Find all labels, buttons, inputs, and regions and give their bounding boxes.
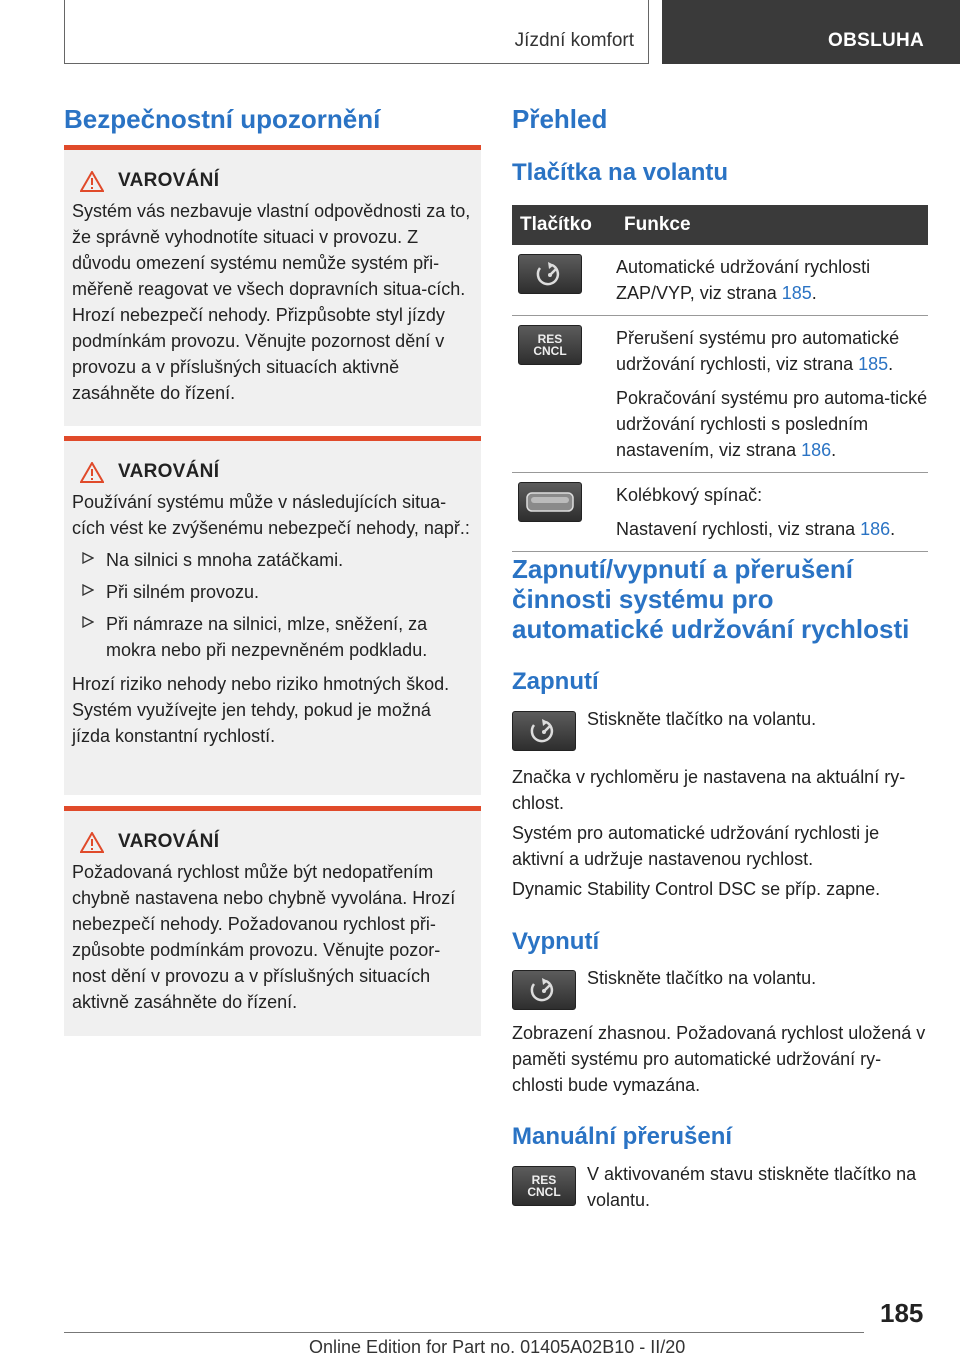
function-text: Kolébkový spínač: bbox=[616, 485, 763, 505]
rocker-switch-icon bbox=[518, 482, 582, 522]
warning-triangle-icon bbox=[80, 171, 104, 192]
header-cell: Tlačítko bbox=[512, 205, 616, 245]
section-title: Zapnutí/vypnutí a přerušení činnosti systému pro automatické udržování rychlosti bbox=[512, 554, 910, 644]
icon-cell bbox=[512, 245, 616, 316]
list-item bbox=[72, 579, 473, 605]
table-row bbox=[512, 473, 928, 552]
warning-text: Požadovaná rychlost může být nedopatřením chybně nastavena nebo chybně vyvolána. Hrozí nebezpečí nehody. Požadovanou rychlost při-způsobte podmínkám provozu. Věnujte pozor-nost dění v provozu a v příslušných situacích aktivně zasáhněte do řízení. bbox=[72, 862, 456, 1012]
warning-title bbox=[80, 461, 473, 483]
page-link[interactable]: 185 bbox=[781, 283, 812, 303]
list-item-text: Při námraze na silnici, mlze, sněžení, za mokra nebo při nezpevněném podkladu. bbox=[106, 614, 428, 660]
warning-label: VAROVÁNÍ bbox=[118, 831, 220, 852]
header-section-label: Jízdní komfort bbox=[514, 30, 634, 51]
table-header bbox=[512, 205, 928, 245]
warning-title bbox=[80, 831, 473, 853]
list-item bbox=[72, 611, 473, 663]
function-cell bbox=[616, 473, 928, 552]
off-instruction: Stiskněte tlačítko na volantu. bbox=[587, 968, 817, 988]
warning-box-3 bbox=[64, 806, 481, 1036]
cruise-control-icon bbox=[518, 254, 582, 294]
header-chapter bbox=[662, 0, 960, 64]
warning-label: VAROVÁNÍ bbox=[118, 461, 220, 482]
icon-cell bbox=[512, 473, 616, 552]
on-text-1: Značka v rychloměru je nastavena na aktuální ry-chlost. bbox=[512, 767, 906, 813]
warning-title bbox=[80, 170, 473, 192]
off-text-1: Zobrazení zhasnou. Požadovaná rychlost uložená v paměti systému pro automatické udržování ry-chlosti bude vymazána. bbox=[512, 1023, 926, 1095]
warning-list bbox=[72, 547, 473, 663]
list-item-text: Při silném provozu. bbox=[106, 582, 260, 602]
table-row bbox=[512, 245, 928, 316]
bullet-triangle-icon bbox=[82, 584, 94, 596]
warning-intro: Používání systému může v následujících situa-cích vést ke zvýšenému nebezpečí nehody, např.: bbox=[72, 492, 470, 538]
icon-cell bbox=[512, 316, 616, 473]
bullet-triangle-icon bbox=[82, 616, 94, 628]
footer-edition: Online Edition for Part no. 01405A02B10 - II/20 bbox=[309, 1337, 686, 1357]
on-title: Zapnutí bbox=[512, 668, 599, 695]
right-title: Přehled bbox=[512, 104, 608, 134]
on-text-2: Systém pro automatické udržování rychlosti je aktivní a udržuje nastavenou rychlost. bbox=[512, 823, 880, 869]
on-instruction: Stiskněte tlačítko na volantu. bbox=[587, 709, 817, 729]
header-section bbox=[64, 0, 649, 64]
page-link[interactable]: 186 bbox=[860, 519, 891, 539]
res-cncl-icon: RES CNCL bbox=[512, 1166, 576, 1206]
res-cncl-icon: RES CNCL bbox=[518, 325, 582, 365]
function-text: Automatické udržování rychlosti ZAP/VYP, viz strana 185. bbox=[616, 257, 871, 303]
warning-box-1 bbox=[64, 145, 481, 426]
function-text: Přerušení systému pro automatické udržování rychlosti, viz strana 185. bbox=[616, 328, 900, 374]
function-cell bbox=[616, 245, 928, 316]
footer-divider bbox=[64, 1332, 864, 1333]
list-item bbox=[72, 547, 473, 573]
page-number: 185 bbox=[880, 1298, 924, 1328]
buttons-table bbox=[512, 205, 928, 552]
function-text: Nastavení rychlosti, viz strana 186. bbox=[616, 519, 896, 539]
left-title: Bezpečnostní upozornění bbox=[64, 104, 381, 134]
manual-title: Manuální přerušení bbox=[512, 1123, 733, 1150]
table-row bbox=[512, 316, 928, 473]
on-text-3: Dynamic Stability Control DSC se příp. zapne. bbox=[512, 879, 881, 899]
list-item-text: Na silnici s mnoha zatáčkami. bbox=[106, 550, 344, 570]
manual-instruction: V aktivovaném stavu stiskněte tlačítko na volantu. bbox=[587, 1164, 917, 1210]
bullet-triangle-icon bbox=[82, 552, 94, 564]
function-cell bbox=[616, 316, 928, 473]
cruise-control-icon bbox=[512, 711, 576, 751]
warning-triangle-icon bbox=[80, 462, 104, 483]
header-chapter-label: OBSLUHA bbox=[828, 30, 925, 51]
off-title: Vypnutí bbox=[512, 928, 600, 955]
warning-label: VAROVÁNÍ bbox=[118, 170, 220, 191]
warning-outro: Hrozí riziko nehody nebo riziko hmotných škod. Systém využívejte jen tehdy, pokud je možná jízda konstantní rychlostí. bbox=[72, 674, 450, 746]
header-cell: Funkce bbox=[616, 205, 928, 245]
cruise-control-icon bbox=[512, 970, 576, 1010]
page-link[interactable]: 186 bbox=[801, 440, 832, 460]
warning-box-2 bbox=[64, 436, 481, 795]
page-link[interactable]: 185 bbox=[858, 354, 889, 374]
warning-text: Systém vás nezbavuje vlastní odpovědnosti za to, že správně vyhodnotíte situaci v provozu. Z důvodu omezení systému nemůže systém při-měřeně reagovat ve všech dopravních situa-cích. Hrozí nebezpečí nehody. Přizpůsobte styl jízdy podmínkám provozu. Věnujte pozornost dění v provozu a v příslušných situacích aktivně zasáhněte do řízení. bbox=[72, 201, 471, 403]
function-text: Pokračování systému pro automa-tické udržování rychlosti s posledním nastavením, viz strana 186. bbox=[616, 388, 928, 460]
warning-triangle-icon bbox=[80, 832, 104, 853]
right-subtitle: Tlačítka na volantu bbox=[512, 159, 729, 186]
